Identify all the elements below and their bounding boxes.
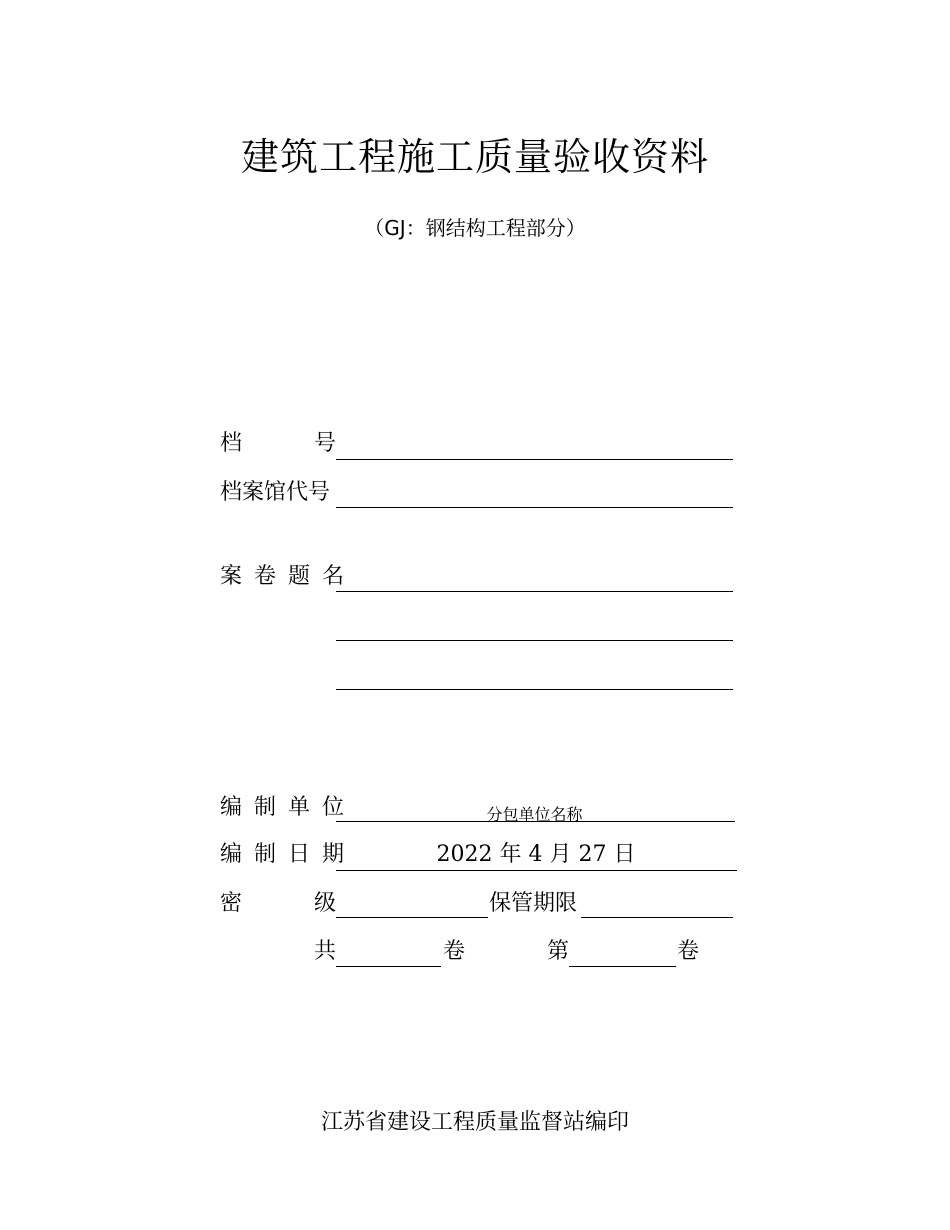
compiler-label: 编制单位 xyxy=(220,795,357,820)
volume-title-line-1 xyxy=(336,591,733,592)
total-volumes-line xyxy=(336,966,441,967)
secrecy-line xyxy=(336,917,488,918)
volume-index-line xyxy=(569,966,676,967)
volume-title-label: 案卷题名 xyxy=(220,564,357,589)
volume-unit-label-1: 卷 xyxy=(443,939,466,964)
file-number-label-part2: 号 xyxy=(314,431,337,456)
file-number-label-part1: 档 xyxy=(220,431,243,456)
volume-unit-label-2: 卷 xyxy=(677,939,700,964)
retention-period-label: 保管期限 xyxy=(489,891,578,916)
archive-code-label: 档案馆代号 xyxy=(220,480,331,505)
retention-period-line xyxy=(581,917,733,918)
volume-title-line-3 xyxy=(336,689,733,690)
secrecy-label-part1: 密 xyxy=(220,891,243,916)
file-number-line xyxy=(336,459,733,460)
date-line xyxy=(336,870,737,871)
volume-index-label: 第 xyxy=(547,939,570,964)
date-label: 编制日期 xyxy=(220,842,357,867)
volume-title-line-2 xyxy=(336,640,733,641)
document-subtitle: （GJ：钢结构工程部分） xyxy=(364,216,586,240)
total-volumes-label: 共 xyxy=(314,939,337,964)
date-value: 2022 年 4 月 27 日 xyxy=(436,842,636,867)
archive-code-line xyxy=(336,507,733,508)
compiler-line xyxy=(336,821,735,822)
publisher-footer: 江苏省建设工程质量监督站编印 xyxy=(320,1110,629,1135)
secrecy-label-part2: 级 xyxy=(314,891,337,916)
compiler-value: 分包单位名称 xyxy=(486,805,583,824)
document-title: 建筑工程施工质量验收资料 xyxy=(240,135,709,179)
